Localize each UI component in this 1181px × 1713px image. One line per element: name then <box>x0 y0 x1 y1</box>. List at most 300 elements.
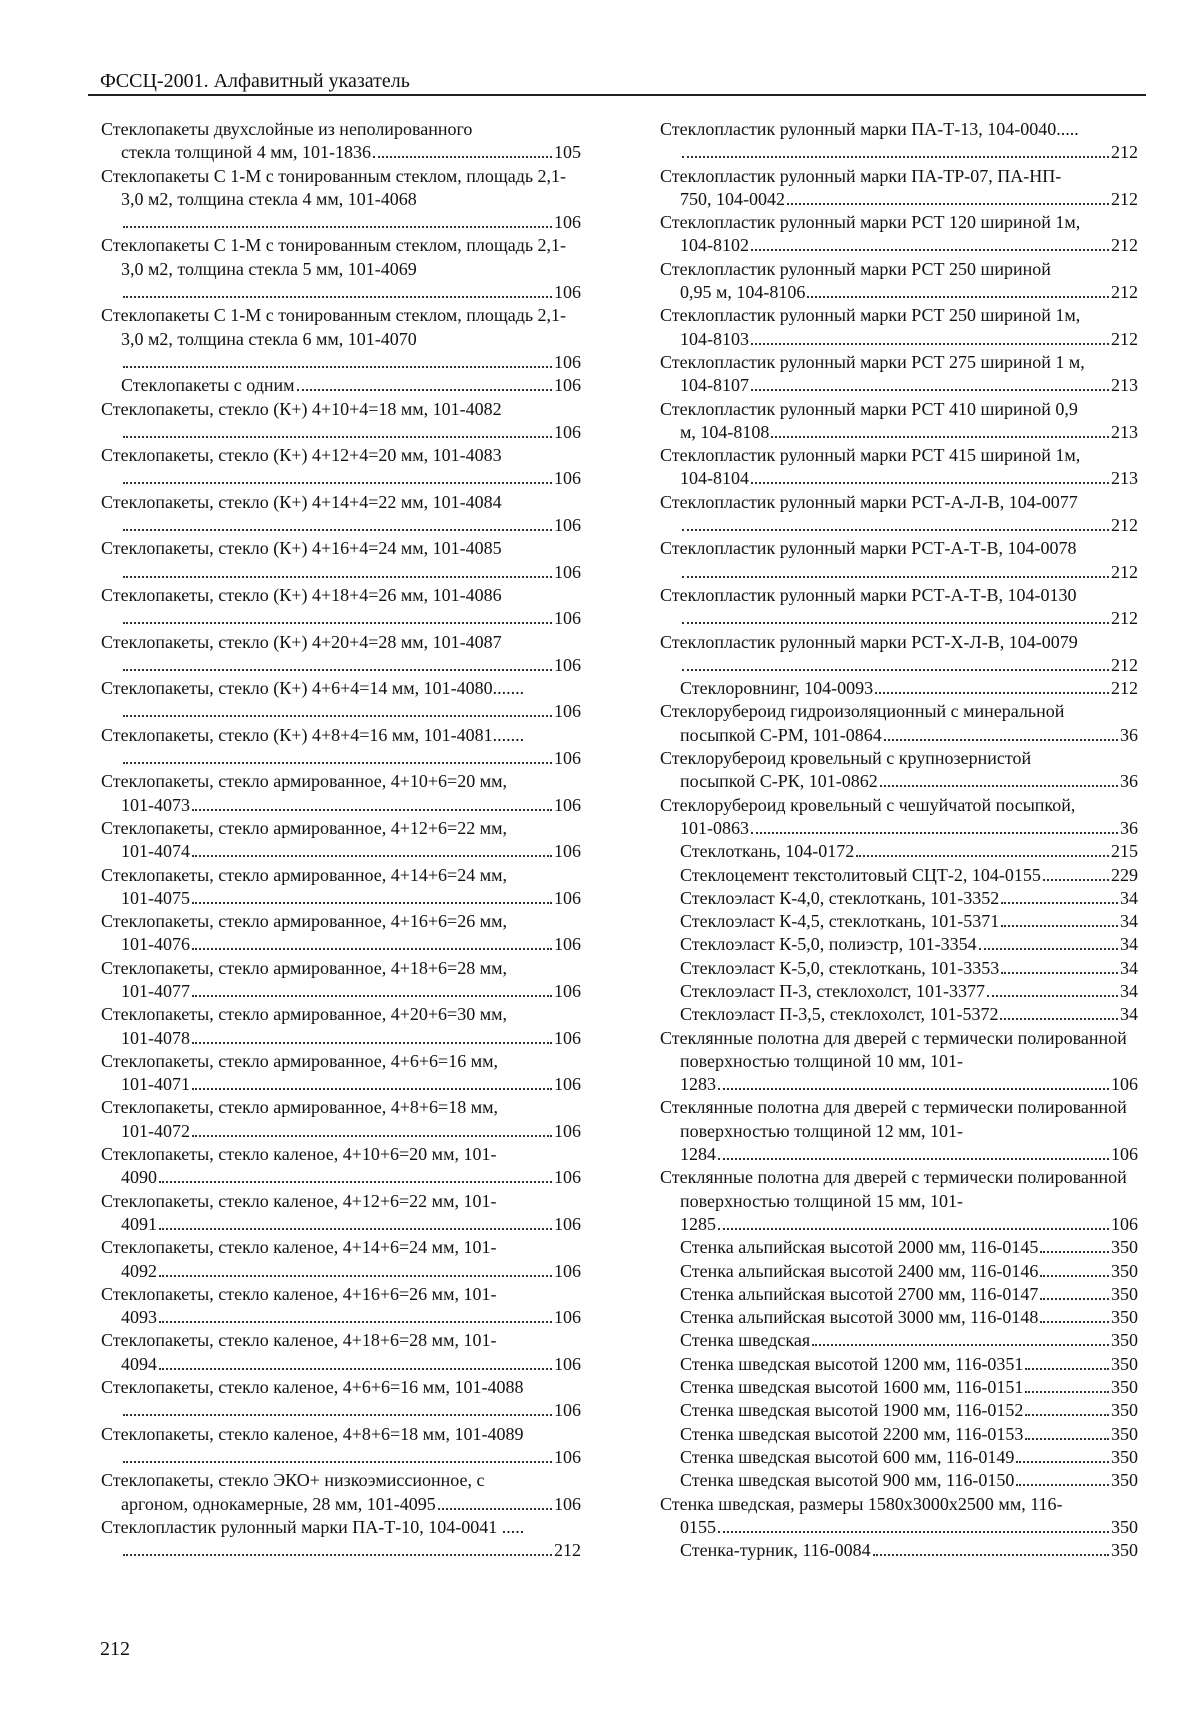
entry-page-ref: 106 <box>1111 1144 1138 1165</box>
entry-tail-text: Стеклоэласт К-4,0, стеклоткань, 101-3352 <box>680 887 1000 908</box>
index-entry <box>660 398 1138 445</box>
dot-leader <box>718 1158 1109 1160</box>
entry-page-ref: 212 <box>1111 654 1138 675</box>
entry-text: Стеклопакеты, стекло каленое, 4+10+6=20 мм, 101- <box>101 1144 497 1165</box>
index-entry <box>101 584 581 631</box>
entry-tail-text: Стеклоткань, 104-0172 <box>680 841 855 862</box>
entry-text: Стеклопакеты, стекло армированное, 4+16+6=26 мм, <box>101 911 507 932</box>
dot-leader <box>123 1461 552 1463</box>
index-entry <box>660 537 1138 584</box>
entry-tail <box>680 1283 1138 1306</box>
entry-tail-text: 104-8103 <box>680 328 749 349</box>
entry-tail <box>680 887 1138 910</box>
index-entry <box>660 1376 1138 1399</box>
entry-page-ref: 212 <box>1111 188 1138 209</box>
entry-tail <box>680 374 1138 397</box>
dot-leader <box>1043 879 1109 881</box>
dot-leader <box>1001 902 1118 904</box>
entry-text: Стеклопакеты, стекло армированное, 4+10+6=20 мм, <box>101 771 507 792</box>
entry-tail <box>680 957 1138 980</box>
entry-page-ref: 213 <box>1111 468 1138 489</box>
entry-tail <box>680 1213 1138 1236</box>
entry-page-ref: 106 <box>1111 1213 1138 1234</box>
dot-leader <box>682 156 1109 158</box>
entry-page-ref: 106 <box>554 701 581 722</box>
entry-page-ref: 350 <box>1111 1540 1138 1561</box>
entry-page-ref: 106 <box>554 608 581 629</box>
page-number: 212 <box>100 1638 130 1660</box>
index-entry <box>101 1469 581 1516</box>
entry-page-ref: 34 <box>1120 1004 1138 1025</box>
index-entry <box>101 444 581 491</box>
entry-page-ref: 106 <box>554 1027 581 1048</box>
index-entry <box>660 444 1138 491</box>
entry-text: Стеклопакеты С 1-М с тонированным стеклом, площадь 2,1-3,0 м2, толщина стекла 5 мм, 101-4069 <box>101 235 567 279</box>
index-entry <box>101 234 581 304</box>
entry-tail <box>680 467 1138 490</box>
dot-leader <box>1025 1414 1109 1416</box>
entry-text: Стеклопакеты, стекло (К+) 4+16+4=24 мм, 101-4085 <box>101 538 502 559</box>
entry-tail <box>121 467 581 490</box>
entry-tail <box>680 1423 1138 1446</box>
index-entry <box>101 1283 581 1330</box>
entry-tail-text: Стеклоэласт П-3, стеклохолст, 101-3377 <box>680 980 985 1001</box>
index-entry <box>660 631 1138 678</box>
entry-tail-text: 101-4076 <box>121 934 190 955</box>
entry-page-ref: 213 <box>1111 375 1138 396</box>
entry-tail <box>680 817 1138 840</box>
dot-leader <box>123 762 552 764</box>
entry-tail-text: 104-8107 <box>680 375 749 396</box>
entry-tail <box>121 1120 581 1143</box>
entry-text: Стеклопакеты, стекло каленое, 4+16+6=26 мм, 101- <box>101 1283 497 1304</box>
entry-page-ref: 106 <box>554 1446 581 1467</box>
entry-tail <box>680 328 1138 351</box>
entry-tail <box>680 724 1138 747</box>
entry-page-ref: 212 <box>1111 142 1138 163</box>
entry-tail <box>121 1260 581 1283</box>
entry-page-ref: 106 <box>554 421 581 442</box>
entry-tail <box>121 747 581 770</box>
dot-leader <box>682 576 1109 578</box>
entry-page-ref: 106 <box>554 980 581 1001</box>
entry-tail <box>121 281 581 304</box>
entry-tail-text: 101-4078 <box>121 1027 190 1048</box>
index-entry <box>101 1376 581 1423</box>
dot-leader <box>856 855 1109 857</box>
dot-leader <box>682 669 1109 671</box>
dot-leader <box>751 832 1118 834</box>
entry-tail <box>680 1399 1138 1422</box>
index-column-left <box>101 118 581 1562</box>
entry-tail <box>121 1353 581 1376</box>
dot-leader <box>884 739 1118 741</box>
index-entry <box>660 1469 1138 1492</box>
entry-tail <box>680 1073 1138 1096</box>
dot-leader <box>1040 1321 1109 1323</box>
dot-leader <box>718 1228 1109 1230</box>
entry-tail <box>680 1469 1138 1492</box>
index-entry <box>101 491 581 538</box>
entry-tail-text: 104-8104 <box>680 468 749 489</box>
entry-tail <box>121 374 581 397</box>
entry-page-ref: 36 <box>1120 771 1138 792</box>
index-entry <box>660 491 1138 538</box>
dot-leader <box>1040 1298 1109 1300</box>
index-entry <box>660 304 1138 351</box>
index-entry <box>660 700 1138 747</box>
entry-text: Стеклопакеты, стекло армированное, 4+20+6=30 мм, <box>101 1004 507 1025</box>
entry-tail-text: Стенка шведская высотой 1200 мм, 116-0351 <box>680 1353 1024 1374</box>
index-entry <box>101 165 581 235</box>
entry-tail-text: 101-4072 <box>121 1120 190 1141</box>
entry-page-ref: 34 <box>1120 887 1138 908</box>
entry-tail-text: стекла толщиной 4 мм, 101-1836 <box>121 142 371 163</box>
entry-tail-text: 750, 104-0042 <box>680 188 785 209</box>
entry-text: Стеклопакеты, стекло (К+) 4+18+4=26 мм, 101-4086 <box>101 584 502 605</box>
dot-leader <box>880 785 1118 787</box>
entry-tail <box>121 1493 581 1516</box>
entry-text: Стеклопакеты, стекло армированное, 4+6+6=16 мм, <box>101 1050 498 1071</box>
entry-page-ref: 106 <box>554 282 581 303</box>
entry-tail <box>680 1306 1138 1329</box>
entry-page-ref: 213 <box>1111 421 1138 442</box>
entry-tail <box>121 840 581 863</box>
entry-tail-text: Стеклоэласт К-4,5, стеклоткань, 101-5371 <box>680 911 1000 932</box>
index-entry <box>660 933 1138 956</box>
entry-tail-text: 101-4077 <box>121 980 190 1001</box>
entry-page-ref: 106 <box>554 1167 581 1188</box>
dot-leader <box>297 389 552 391</box>
entry-tail <box>121 1166 581 1189</box>
entry-tail <box>680 654 1138 677</box>
entry-tail <box>680 1353 1138 1376</box>
entry-page-ref: 36 <box>1120 817 1138 838</box>
entry-page-ref: 215 <box>1111 841 1138 862</box>
entry-tail-text: 4094 <box>121 1353 157 1374</box>
entry-tail-text: Стенка шведская высотой 1600 мм, 116-0151 <box>680 1377 1024 1398</box>
entry-tail <box>121 351 581 374</box>
entry-tail <box>680 1539 1138 1562</box>
dot-leader <box>807 296 1109 298</box>
index-entry <box>101 1096 581 1143</box>
index-entry <box>660 1353 1138 1376</box>
dot-leader <box>771 436 1109 438</box>
dot-leader <box>123 1554 552 1556</box>
entry-tail-text: 104-8102 <box>680 235 749 256</box>
entry-tail <box>121 980 581 1003</box>
dot-leader <box>873 1554 1109 1556</box>
dot-leader <box>123 622 552 624</box>
entry-tail-text: Стенка альпийская высотой 2000 мм, 116-0145 <box>680 1237 1039 1258</box>
entry-tail-text: Стеклоэласт К-5,0, полиэстр, 101-3354 <box>680 934 977 955</box>
dot-leader <box>751 389 1109 391</box>
dot-leader <box>875 692 1109 694</box>
dot-leader <box>751 249 1109 251</box>
entry-tail <box>121 1399 581 1422</box>
entry-page-ref: 350 <box>1111 1377 1138 1398</box>
dot-leader <box>751 482 1109 484</box>
dot-leader <box>192 995 552 997</box>
entry-tail <box>680 421 1138 444</box>
index-entry <box>101 537 581 584</box>
entry-page-ref: 350 <box>1111 1353 1138 1374</box>
entry-tail <box>121 561 581 584</box>
entry-tail <box>121 1539 581 1562</box>
index-entry <box>101 957 581 1004</box>
entry-tail-text: Стенка шведская высотой 600 мм, 116-0149 <box>680 1446 1015 1467</box>
entry-page-ref: 350 <box>1111 1446 1138 1467</box>
entry-tail <box>121 421 581 444</box>
entry-text: Стеклопластик рулонный марки РСТ 250 шириной <box>660 258 1051 279</box>
index-entry <box>660 910 1138 933</box>
index-entry <box>660 1027 1138 1097</box>
entry-text: Стеклопластик рулонный марки РСТ 250 шириной 1м, <box>660 305 1081 326</box>
index-entry <box>101 1236 581 1283</box>
index-entry <box>660 887 1138 910</box>
index-entry <box>101 817 581 864</box>
dot-leader <box>123 576 552 578</box>
dot-leader <box>192 855 552 857</box>
index-entry <box>101 677 581 724</box>
entry-tail-text: 4092 <box>121 1260 157 1281</box>
dot-leader <box>682 529 1109 531</box>
dot-leader <box>192 948 552 950</box>
entry-page-ref: 350 <box>1111 1307 1138 1328</box>
entry-page-ref: 350 <box>1111 1423 1138 1444</box>
dot-leader <box>159 1181 552 1183</box>
entry-tail <box>680 980 1138 1003</box>
entry-page-ref: 350 <box>1111 1400 1138 1421</box>
entry-page-ref: 212 <box>1111 608 1138 629</box>
entry-tail <box>680 188 1138 211</box>
entry-tail-text: 1283 <box>680 1074 716 1095</box>
entry-text: Стеклопластик рулонный марки РСТ 410 шириной 0,9 <box>660 398 1078 419</box>
index-entry <box>660 980 1138 1003</box>
dot-leader <box>1025 1391 1109 1393</box>
index-entry <box>660 351 1138 398</box>
entry-text: Стеклопакеты, стекло (К+) 4+14+4=22 мм, 101-4084 <box>101 491 502 512</box>
entry-tail <box>121 1027 581 1050</box>
index-entry <box>101 1190 581 1237</box>
entry-tail <box>121 1446 581 1469</box>
entry-tail <box>121 141 581 164</box>
index-entry <box>660 258 1138 305</box>
entry-text: Стеклянные полотна для дверей с термически полированной поверхностью толщиной 15 мм, 101- <box>660 1167 1127 1211</box>
entry-tail <box>680 933 1138 956</box>
entry-tail <box>680 514 1138 537</box>
index-entry <box>101 910 581 957</box>
entry-tail-text: Стеклоровнинг, 104-0093 <box>680 678 874 699</box>
entry-page-ref: 106 <box>554 351 581 372</box>
entry-page-ref: 106 <box>1111 1074 1138 1095</box>
entry-page-ref: 106 <box>554 468 581 489</box>
index-entry <box>660 1423 1138 1446</box>
entry-tail-text: посыпкой С-РМ, 101-0864 <box>680 724 882 745</box>
entry-page-ref: 229 <box>1111 864 1138 885</box>
entry-tail-text: 1285 <box>680 1213 716 1234</box>
entry-tail-text: 0155 <box>680 1516 716 1537</box>
entry-text: Стеклопакеты, стекло каленое, 4+12+6=22 мм, 101- <box>101 1190 497 1211</box>
dot-leader <box>192 1088 552 1090</box>
index-entry <box>101 1143 581 1190</box>
index-entry <box>660 1260 1138 1283</box>
entry-tail-text: Стенка альпийская высотой 3000 мм, 116-0148 <box>680 1307 1039 1328</box>
dot-leader <box>123 669 552 671</box>
dot-leader <box>192 1135 552 1137</box>
entry-tail-text: Стенка шведская высотой 1900 мм, 116-0152 <box>680 1400 1024 1421</box>
dot-leader <box>159 1228 552 1230</box>
entry-tail <box>680 1143 1138 1166</box>
entry-text: Стеклопластик рулонный марки РСТ-Х-Л-В, 104-0079 <box>660 631 1078 652</box>
entry-text: Стеклопластик рулонный марки РСТ 275 шириной 1 м, <box>660 351 1085 372</box>
entry-tail <box>680 840 1138 863</box>
index-entry <box>660 1096 1138 1166</box>
entry-text: Стеклопластик рулонный марки РСТ 120 шириной 1м, <box>660 212 1081 233</box>
entry-text: Стеклопластик рулонный марки ПА-ТР-07, ПА-НП- <box>660 165 1062 186</box>
entry-text: Стеклопакеты двухслойные из неполированного <box>101 119 473 139</box>
entry-text: Стеклопакеты, стекло каленое, 4+14+6=24 мм, 101- <box>101 1237 497 1258</box>
entry-text: Стеклопакеты, стекло (К+) 4+20+4=28 мм, 101-4087 <box>101 631 502 652</box>
entry-text: Стеклянные полотна для дверей с термически полированной поверхностью толщиной 10 мм, 101- <box>660 1027 1127 1071</box>
entry-tail <box>121 211 581 234</box>
dot-leader <box>159 1321 552 1323</box>
entry-tail-text: м, 104-8108 <box>680 421 770 442</box>
entry-text: Стеклопакеты, стекло (К+) 4+6+4=14 мм, 101-4080....... <box>101 678 525 699</box>
dot-leader <box>812 1344 1109 1346</box>
entry-tail-text: 1284 <box>680 1144 716 1165</box>
entry-text: Стеклопластик рулонный марки РСТ-А-Т-В, 104-0078 <box>660 538 1077 559</box>
entry-page-ref: 212 <box>1111 282 1138 303</box>
dot-leader <box>1001 972 1118 974</box>
entry-page-ref: 106 <box>554 654 581 675</box>
entry-tail <box>680 1329 1138 1352</box>
dot-leader <box>192 902 552 904</box>
entry-page-ref: 106 <box>554 1120 581 1141</box>
entry-tail <box>680 864 1138 887</box>
entry-text: Стеклопакеты С 1-М с тонированным стеклом, площадь 2,1-3,0 м2, толщина стекла 6 мм, 101-4070 <box>101 305 567 349</box>
entry-page-ref: 105 <box>554 142 581 163</box>
entry-page-ref: 106 <box>554 375 581 396</box>
dot-leader <box>192 1042 552 1044</box>
dot-leader <box>438 1508 552 1510</box>
entry-tail-text: Стеклоэласт П-3,5, стеклохолст, 101-5372 <box>680 1004 999 1025</box>
entry-page-ref: 212 <box>1111 328 1138 349</box>
entry-page-ref: 106 <box>554 1074 581 1095</box>
index-entry <box>660 864 1138 887</box>
entry-text: Стеклопластик рулонный марки РСТ-А-Т-В, 104-0130 <box>660 584 1077 605</box>
index-entry <box>101 1003 581 1050</box>
entry-page-ref: 34 <box>1120 911 1138 932</box>
entry-text: Стенка шведская, размеры 1580х3000х2500 мм, 116- <box>660 1493 1063 1514</box>
entry-tail <box>121 1306 581 1329</box>
entry-tail-text: 101-0863 <box>680 817 749 838</box>
index-entry <box>101 118 581 165</box>
dot-leader <box>159 1275 552 1277</box>
dot-leader <box>1025 1438 1109 1440</box>
entry-text: Стеклопакеты, стекло армированное, 4+8+6=18 мм, <box>101 1097 498 1118</box>
entry-text: Стеклопластик рулонный марки ПА-Т-13, 104-0040..... <box>660 119 1079 139</box>
entry-page-ref: 34 <box>1120 980 1138 1001</box>
entry-text: Стеклопластик рулонный марки РСТ 415 шириной 1м, <box>660 445 1081 466</box>
entry-tail-text: Стенка альпийская высотой 2700 мм, 116-0147 <box>680 1283 1039 1304</box>
entry-text: Стеклопакеты, стекло (К+) 4+8+4=16 мм, 101-4081....... <box>101 724 525 745</box>
entry-tail <box>121 700 581 723</box>
index-entry <box>101 374 581 397</box>
entry-tail-text: Стенка альпийская высотой 2400 мм, 116-0146 <box>680 1260 1039 1281</box>
entry-page-ref: 212 <box>554 1540 581 1561</box>
dot-leader <box>192 809 552 811</box>
entry-text: Стеклорубероид кровельный с крупнозернистой <box>660 748 1032 769</box>
entry-page-ref: 106 <box>554 1400 581 1421</box>
entry-tail <box>680 1260 1138 1283</box>
dot-leader <box>718 1531 1109 1533</box>
entry-page-ref: 350 <box>1111 1470 1138 1491</box>
entry-text: Стеклопакеты, стекло (К+) 4+10+4=18 мм, 101-4082 <box>101 398 502 419</box>
dot-leader <box>787 203 1109 205</box>
dot-leader <box>1000 1018 1118 1020</box>
dot-leader <box>1040 1275 1109 1277</box>
header-title: ФССЦ-2001. Алфавитный указатель <box>100 70 410 92</box>
entry-page-ref: 106 <box>554 748 581 769</box>
dot-leader <box>751 343 1109 345</box>
index-entry <box>660 1539 1138 1562</box>
index-entry <box>101 304 581 374</box>
index-entry <box>660 1003 1138 1026</box>
entry-page-ref: 106 <box>554 794 581 815</box>
index-entry <box>660 1283 1138 1306</box>
dot-leader <box>123 715 552 717</box>
entry-tail <box>680 1376 1138 1399</box>
entry-tail <box>680 561 1138 584</box>
entry-tail-text: Стеклоцемент текстолитовый СЦТ-2, 104-0155 <box>680 864 1041 885</box>
index-entry <box>101 631 581 678</box>
entry-tail <box>680 281 1138 304</box>
entry-page-ref: 106 <box>554 934 581 955</box>
entry-tail-text: посыпкой С-РК, 101-0862 <box>680 771 878 792</box>
entry-tail-text: 101-4073 <box>121 794 190 815</box>
dot-leader <box>718 1088 1109 1090</box>
dot-leader <box>123 436 552 438</box>
index-entry <box>101 724 581 771</box>
entry-tail-text: Стенка-турник, 116-0084 <box>680 1540 871 1561</box>
entry-tail <box>680 770 1138 793</box>
dot-leader <box>682 622 1109 624</box>
entry-page-ref: 34 <box>1120 957 1138 978</box>
entry-page-ref: 350 <box>1111 1237 1138 1258</box>
entry-page-ref: 106 <box>554 887 581 908</box>
entry-page-ref: 106 <box>554 1213 581 1234</box>
running-header <box>88 66 1146 96</box>
entry-tail <box>121 1073 581 1096</box>
index-column-right <box>660 118 1138 1562</box>
entry-tail <box>121 654 581 677</box>
entry-page-ref: 34 <box>1120 934 1138 955</box>
entry-text: Стеклопакеты, стекло каленое, 4+18+6=28 мм, 101- <box>101 1330 497 1351</box>
entry-tail-text: 0,95 м, 104-8106 <box>680 282 806 303</box>
entry-text: Стеклопластик рулонный марки РСТ-А-Л-В, 104-0077 <box>660 491 1078 512</box>
entry-text: Стеклянные полотна для дверей с термически полированной поверхностью толщиной 12 мм, 101- <box>660 1097 1127 1141</box>
entry-page-ref: 350 <box>1111 1260 1138 1281</box>
index-entry <box>660 211 1138 258</box>
dot-leader <box>987 995 1118 997</box>
index-entry <box>101 1329 581 1376</box>
index-entry <box>101 770 581 817</box>
dot-leader <box>1016 1461 1109 1463</box>
index-entry <box>660 165 1138 212</box>
dot-leader <box>373 156 552 158</box>
dot-leader <box>1040 1251 1109 1253</box>
